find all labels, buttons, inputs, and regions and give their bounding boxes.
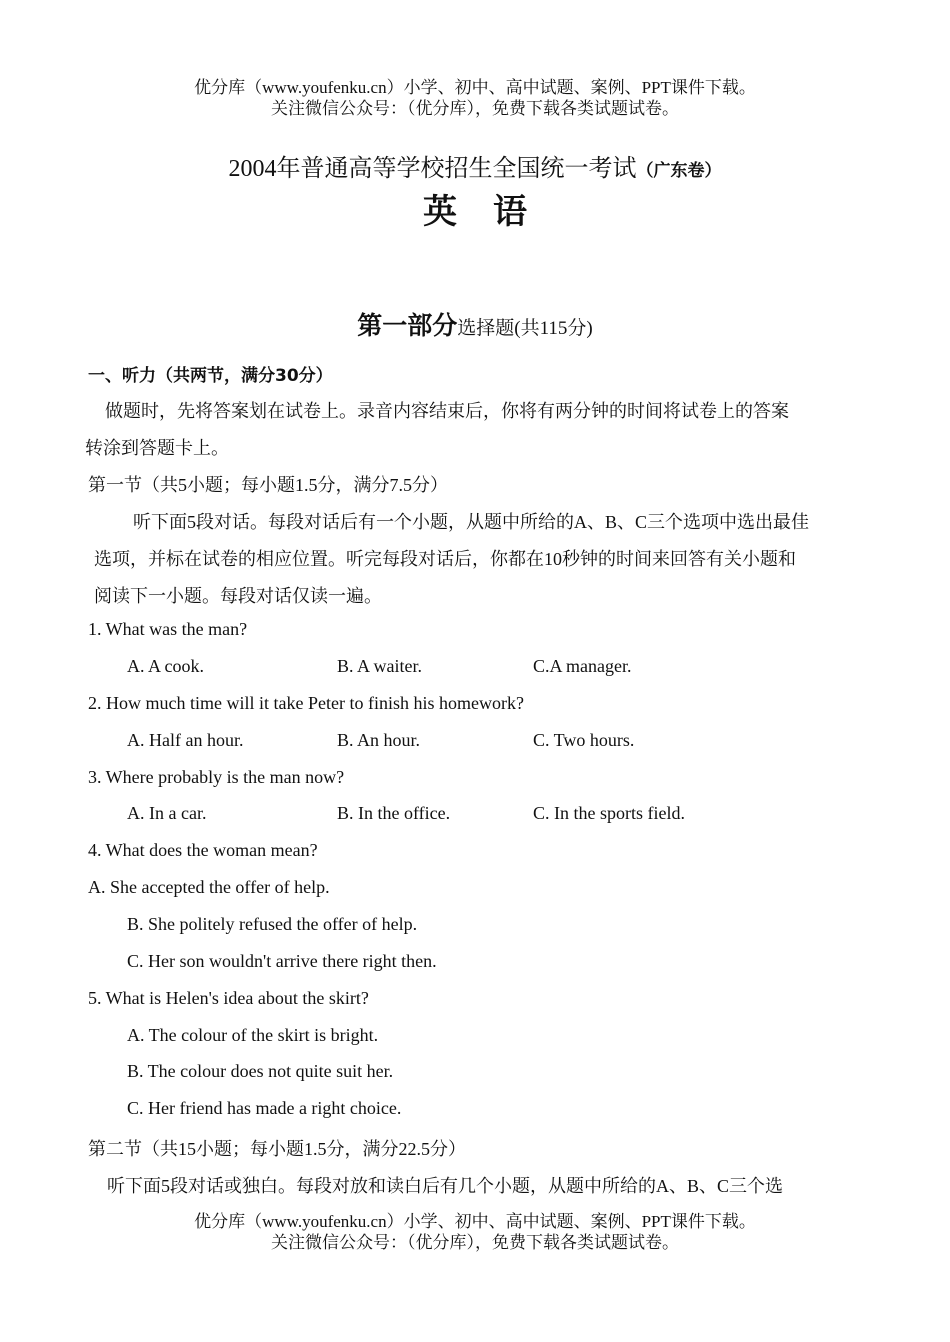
q2-option-a: A. Half an hour.	[127, 730, 244, 750]
part-heading	[0, 306, 950, 342]
q3-stem: 3. Where probably is the man now?	[88, 767, 345, 787]
footer-line-1: 优分库（www.youfenku.cn）小学、初中、高中试题、案例、PPT课件下载。	[194, 1212, 756, 1231]
intro-line-2: 转涂到答题卡上。	[85, 438, 229, 458]
q5-stem: 5. What is Helen's idea about the skirt?	[88, 988, 369, 1008]
subject-title: 英语	[423, 192, 563, 232]
q1-stem: 1. What was the man?	[88, 619, 248, 639]
q1-option-b: B. A waiter.	[337, 656, 422, 676]
q4-option-a: A. She accepted the offer of help.	[88, 877, 330, 897]
intro-line-1: 做题时，先将答案划在试卷上。录音内容结束后，你将有两分钟的时间将试卷上的答案	[105, 401, 789, 421]
q5-option-b: B. The colour does not quite suit her.	[127, 1061, 394, 1081]
exam-title	[0, 148, 950, 183]
q3-option-a: A. In a car.	[127, 803, 207, 823]
section2-line-1: 听下面5段对话或独白。每段对放和读白后有几个小题，从题中所给的A、B、C三个选	[107, 1176, 784, 1196]
q5-option-a: A. The colour of the skirt is bright.	[127, 1025, 379, 1045]
q3-option-b: B. In the office.	[337, 803, 451, 823]
footer-line-2: 关注微信公众号：（优分库），免费下载各类试题试卷。	[271, 1233, 679, 1252]
q4-stem: 4. What does the woman mean?	[88, 840, 318, 860]
q1-option-c: C.A manager.	[533, 656, 632, 676]
q3-option-c: C. In the sports field.	[533, 803, 685, 823]
q1-option-a: A. A cook.	[127, 656, 205, 676]
section1-line-2: 选项，并标在试卷的相应位置。听完每段对话后，你都在10秒钟的时间来回答有关小题和	[94, 549, 796, 569]
listening-heading: 一、听力（共两节，满分30分）	[88, 366, 333, 386]
exam-title-sub: （广东卷）	[636, 161, 722, 181]
q2-option-c: C. Two hours.	[533, 730, 635, 750]
section1-heading: 第一节（共5小题；每小题1.5分，满分7.5分）	[88, 475, 448, 495]
header-line-2: 关注微信公众号：（优分库），免费下载各类试题试卷。	[271, 99, 679, 118]
q2-stem: 2. How much time will it take Peter to finish his homework?	[88, 693, 524, 713]
section1-line-1: 听下面5段对话。每段对话后有一个小题，从题中所给的A、B、C三个选项中选出最佳	[133, 512, 810, 532]
q4-option-b: B. She politely refused the offer of help.	[127, 914, 418, 934]
part-heading-big: 第一部分	[357, 311, 458, 340]
exam-title-main: 2004年普通高等学校招生全国统一考试	[228, 156, 637, 182]
q2-option-b: B. An hour.	[337, 730, 421, 750]
q4-option-c: C. Her son wouldn't arrive there right then.	[127, 951, 437, 971]
section1-line-3: 阅读下一小题。每段对话仅读一遍。	[94, 586, 382, 606]
part-heading-small: 选择题(共115分)	[457, 318, 593, 339]
section2-heading: 第二节（共15小题；每小题1.5分，满分22.5分）	[88, 1139, 466, 1159]
header-line-1: 优分库（www.youfenku.cn）小学、初中、高中试题、案例、PPT课件下载。	[194, 78, 756, 97]
q5-option-c: C. Her friend has made a right choice.	[127, 1098, 402, 1118]
